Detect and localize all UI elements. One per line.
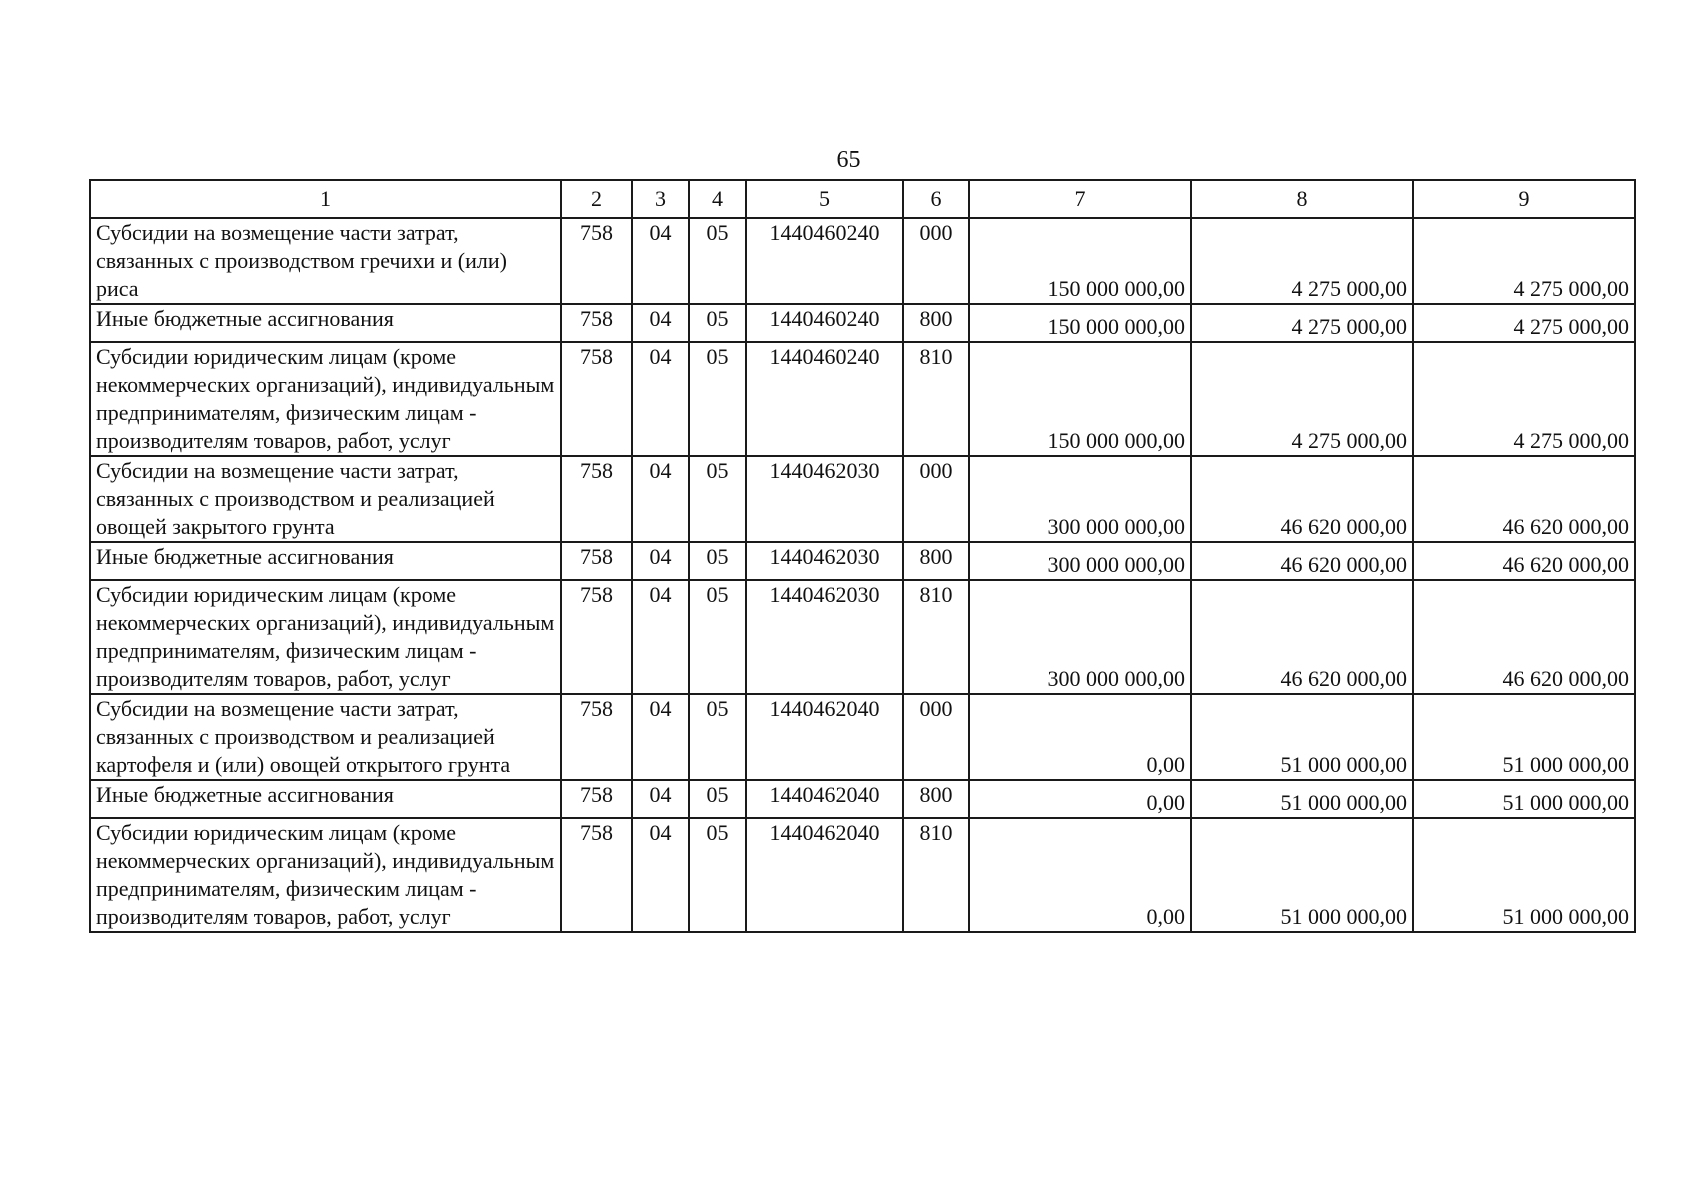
subsection-code-cell: 05 [689, 304, 746, 342]
amount-col7-cell: 150 000 000,00 [969, 342, 1191, 456]
amount-col8-cell: 46 620 000,00 [1191, 456, 1413, 542]
section-code-cell: 04 [632, 542, 689, 580]
table-row [90, 304, 1635, 342]
column-header-6: 6 [903, 180, 969, 218]
subsection-code-cell: 05 [689, 818, 746, 932]
column-header-1: 1 [90, 180, 561, 218]
item-name-cell: Субсидии на возмещение части затрат, связанных с производством и реализацией овощей закрытого грунта [90, 456, 561, 542]
expense-type-cell: 800 [903, 542, 969, 580]
target-article-cell: 1440462040 [746, 694, 903, 780]
item-name-cell: Субсидии на возмещение части затрат, связанных с производством и реализацией картофеля и (или) овощей открытого грунта [90, 694, 561, 780]
amount-col8-cell: 51 000 000,00 [1191, 694, 1413, 780]
amount-col7-cell: 300 000 000,00 [969, 580, 1191, 694]
expense-type-cell: 810 [903, 342, 969, 456]
table-row [90, 218, 1635, 304]
amount-col7-cell: 300 000 000,00 [969, 456, 1191, 542]
expense-type-cell: 000 [903, 218, 969, 304]
header-row [90, 180, 1635, 218]
section-code-cell: 04 [632, 580, 689, 694]
table-row [90, 342, 1635, 456]
item-name-cell: Субсидии юридическим лицам (кроме некоммерческих организаций), индивидуальным предпринимателям, физическим лицам - производителям товаров, работ, услуг [90, 580, 561, 694]
amount-col9-cell: 4 275 000,00 [1413, 218, 1635, 304]
subsection-code-cell: 05 [689, 580, 746, 694]
target-article-cell: 1440460240 [746, 218, 903, 304]
table-row [90, 542, 1635, 580]
budget-table [89, 179, 1636, 933]
ministry-code-cell: 758 [561, 456, 632, 542]
column-header-9: 9 [1413, 180, 1635, 218]
subsection-code-cell: 05 [689, 542, 746, 580]
target-article-cell: 1440462040 [746, 780, 903, 818]
amount-col9-cell: 51 000 000,00 [1413, 780, 1635, 818]
amount-col9-cell: 4 275 000,00 [1413, 304, 1635, 342]
item-name-cell: Иные бюджетные ассигнования [90, 542, 561, 580]
column-header-8: 8 [1191, 180, 1413, 218]
expense-type-cell: 800 [903, 304, 969, 342]
item-name-cell: Субсидии юридическим лицам (кроме некоммерческих организаций), индивидуальным предпринимателям, физическим лицам - производителям товаров, работ, услуг [90, 818, 561, 932]
amount-col9-cell: 46 620 000,00 [1413, 456, 1635, 542]
expense-type-cell: 810 [903, 818, 969, 932]
subsection-code-cell: 05 [689, 456, 746, 542]
ministry-code-cell: 758 [561, 818, 632, 932]
table-row [90, 818, 1635, 932]
amount-col7-cell: 0,00 [969, 818, 1191, 932]
item-name-cell: Субсидии на возмещение части затрат, связанных с производством гречихи и (или) риса [90, 218, 561, 304]
target-article-cell: 1440462030 [746, 580, 903, 694]
amount-col8-cell: 4 275 000,00 [1191, 304, 1413, 342]
section-code-cell: 04 [632, 218, 689, 304]
expense-type-cell: 000 [903, 694, 969, 780]
page-number: 65 [836, 147, 861, 173]
target-article-cell: 1440462030 [746, 542, 903, 580]
amount-col8-cell: 46 620 000,00 [1191, 580, 1413, 694]
ministry-code-cell: 758 [561, 542, 632, 580]
subsection-code-cell: 05 [689, 694, 746, 780]
column-header-5: 5 [746, 180, 903, 218]
section-code-cell: 04 [632, 780, 689, 818]
section-code-cell: 04 [632, 456, 689, 542]
ministry-code-cell: 758 [561, 218, 632, 304]
amount-col8-cell: 4 275 000,00 [1191, 218, 1413, 304]
ministry-code-cell: 758 [561, 342, 632, 456]
table-row [90, 456, 1635, 542]
amount-col9-cell: 46 620 000,00 [1413, 580, 1635, 694]
amount-col8-cell: 46 620 000,00 [1191, 542, 1413, 580]
section-code-cell: 04 [632, 694, 689, 780]
amount-col7-cell: 150 000 000,00 [969, 304, 1191, 342]
table-row [90, 694, 1635, 780]
amount-col9-cell: 51 000 000,00 [1413, 818, 1635, 932]
amount-col9-cell: 46 620 000,00 [1413, 542, 1635, 580]
table-row [90, 580, 1635, 694]
expense-type-cell: 800 [903, 780, 969, 818]
ministry-code-cell: 758 [561, 304, 632, 342]
ministry-code-cell: 758 [561, 780, 632, 818]
subsection-code-cell: 05 [689, 218, 746, 304]
expense-type-cell: 810 [903, 580, 969, 694]
target-article-cell: 1440460240 [746, 304, 903, 342]
item-name-cell: Субсидии юридическим лицам (кроме некоммерческих организаций), индивидуальным предпринимателям, физическим лицам - производителям товаров, работ, услуг [90, 342, 561, 456]
section-code-cell: 04 [632, 818, 689, 932]
target-article-cell: 1440462040 [746, 818, 903, 932]
column-header-2: 2 [561, 180, 632, 218]
amount-col8-cell: 4 275 000,00 [1191, 342, 1413, 456]
subsection-code-cell: 05 [689, 342, 746, 456]
ministry-code-cell: 758 [561, 694, 632, 780]
amount-col9-cell: 4 275 000,00 [1413, 342, 1635, 456]
amount-col7-cell: 0,00 [969, 694, 1191, 780]
subsection-code-cell: 05 [689, 780, 746, 818]
target-article-cell: 1440460240 [746, 342, 903, 456]
column-header-3: 3 [632, 180, 689, 218]
expense-type-cell: 000 [903, 456, 969, 542]
amount-col7-cell: 0,00 [969, 780, 1191, 818]
item-name-cell: Иные бюджетные ассигнования [90, 304, 561, 342]
amount-col9-cell: 51 000 000,00 [1413, 694, 1635, 780]
section-code-cell: 04 [632, 342, 689, 456]
amount-col7-cell: 150 000 000,00 [969, 218, 1191, 304]
table-row [90, 780, 1635, 818]
amount-col7-cell: 300 000 000,00 [969, 542, 1191, 580]
target-article-cell: 1440462030 [746, 456, 903, 542]
amount-col8-cell: 51 000 000,00 [1191, 818, 1413, 932]
amount-col8-cell: 51 000 000,00 [1191, 780, 1413, 818]
item-name-cell: Иные бюджетные ассигнования [90, 780, 561, 818]
column-header-4: 4 [689, 180, 746, 218]
column-header-7: 7 [969, 180, 1191, 218]
ministry-code-cell: 758 [561, 580, 632, 694]
section-code-cell: 04 [632, 304, 689, 342]
